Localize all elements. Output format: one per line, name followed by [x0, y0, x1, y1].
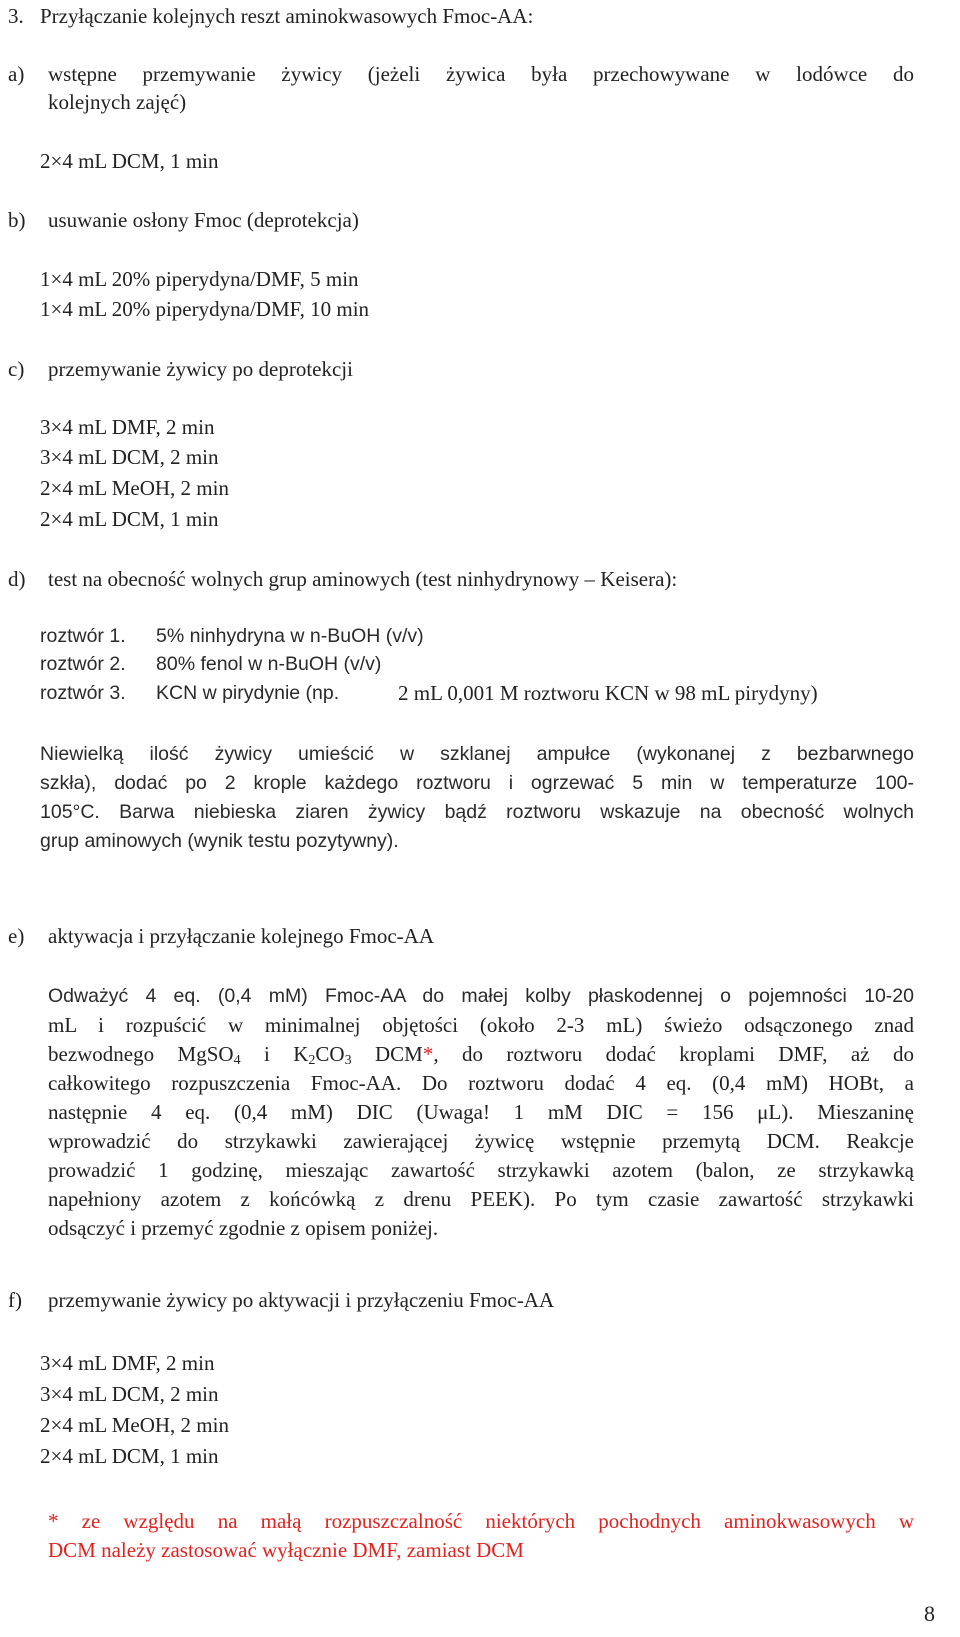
section-e-title: aktywacja i przyłączanie kolejnego Fmoc-AA	[48, 924, 435, 948]
section-c-label: c)	[8, 357, 25, 381]
test-paragraph-line: Niewielką ilość żywicy umieścić w szklanej ampułce (wykonanej z bezbarwnego	[40, 743, 914, 765]
test-paragraph-line: szkła), dodać po 2 krople każdego roztworu i ogrzewać 5 min w temperaturze 100-	[40, 772, 914, 794]
section-c-step: 3×4 mL DCM, 2 min	[40, 445, 219, 469]
activation-paragraph-line: Odważyć 4 eq. (0,4 mM) Fmoc-AA do małej kolby płaskodennej o pojemności 10-20	[48, 985, 914, 1007]
section-f-step: 3×4 mL DCM, 2 min	[40, 1382, 219, 1406]
activation-paragraph-line: prowadzić 1 godzinę, mieszając zawartość strzykawki azotem (balon, ze strzykawką	[48, 1158, 914, 1182]
solution-label: roztwór 3.	[40, 682, 126, 704]
activation-paragraph-line: bezwodnego MgSO$_4$ i $K_2CO_3$ DCM*, do roztworu dodać kroplami DMF, aż do	[48, 1042, 914, 1068]
section-a-title-line2: kolejnych zajęć)	[48, 90, 187, 114]
activation-paragraph-line: odsączyć i przemyć zgodnie z opisem poniżej.	[48, 1216, 439, 1240]
solution-label: roztwór 2.	[40, 653, 126, 675]
section-b-step: 1×4 mL 20% piperydyna/DMF, 5 min	[40, 267, 359, 291]
activation-paragraph-line: mL i rozpuścić w minimalnej objętości (około 2-3 mL) świeżo odsączonego znad	[48, 1013, 914, 1037]
section-a-title-line1: wstępne przemywanie żywicy (jeżeli żywica była przechowywane w lodówce do	[48, 62, 914, 86]
test-paragraph-line: grup aminowych (wynik testu pozytywny).	[40, 830, 399, 852]
test-paragraph-line: 105°C. Barwa niebieska ziaren żywicy bądź roztworu wskazuje na obecność wolnych	[40, 801, 914, 823]
section-f-label: f)	[8, 1288, 22, 1312]
section-b-title: usuwanie osłony Fmoc (deprotekcja)	[48, 208, 359, 232]
section-f-step: 2×4 mL DCM, 1 min	[40, 1444, 219, 1468]
activation-paragraph-line: wprowadzić do strzykawki zawierającej żywicę wstępnie przemytą DCM. Reakcje	[48, 1129, 914, 1153]
activation-paragraph-line: całkowitego rozpuszczenia Fmoc-AA. Do roztworu dodać 4 eq. (0,4 mM) HOBt, a	[48, 1071, 914, 1095]
solution-text: 80% fenol w n-BuOH (v/v)	[156, 653, 382, 675]
solution-label: roztwór 1.	[40, 625, 126, 647]
section-a-label: a)	[8, 62, 25, 86]
section-c-step: 2×4 mL DCM, 1 min	[40, 507, 219, 531]
page-number: 8	[924, 1601, 935, 1626]
section-f-title: przemywanie żywicy po aktywacji i przyłączeniu Fmoc-AA	[48, 1288, 555, 1312]
section-a-step: 2×4 mL DCM, 1 min	[40, 149, 219, 173]
heading-number: 3.	[8, 4, 24, 28]
section-b-label: b)	[8, 208, 26, 232]
section-f-step: 3×4 mL DMF, 2 min	[40, 1351, 215, 1375]
section-f-step: 2×4 mL MeOH, 2 min	[40, 1413, 229, 1437]
solution-3-detail: 2 mL 0,001 M roztworu KCN w 98 mL pirydyny)	[398, 681, 818, 705]
footnote-line: DCM należy zastosować wyłącznie DMF, zamiast DCM	[48, 1538, 524, 1562]
section-c-step: 2×4 mL MeOH, 2 min	[40, 476, 229, 500]
activation-paragraph-line: napełniony azotem z końcówką z drenu PEEK). Po tym czasie zawartość strzykawki	[48, 1187, 914, 1211]
solution-text: 5% ninhydryna w n-BuOH (v/v)	[156, 625, 424, 647]
footnote-line: * ze względu na małą rozpuszczalność niektórych pochodnych aminokwasowych w	[48, 1509, 914, 1533]
section-b-step: 1×4 mL 20% piperydyna/DMF, 10 min	[40, 297, 370, 321]
section-c-step: 3×4 mL DMF, 2 min	[40, 415, 215, 439]
solution-text: KCN w pirydynie (np.	[156, 682, 340, 704]
footnote-marker: *	[422, 1042, 434, 1066]
activation-paragraph-line: następnie 4 eq. (0,4 mM) DIC (Uwaga! 1 mM DIC = 156 μL). Mieszaninę	[48, 1100, 914, 1124]
section-e-label: e)	[8, 924, 25, 948]
page-heading: Przyłączanie kolejnych reszt aminokwasowych Fmoc-AA:	[40, 4, 534, 28]
section-d-title: test na obecność wolnych grup aminowych (test ninhydrynowy – Keisera):	[48, 567, 678, 591]
section-c-title: przemywanie żywicy po deprotekcji	[48, 357, 353, 381]
section-d-label: d)	[8, 567, 26, 591]
